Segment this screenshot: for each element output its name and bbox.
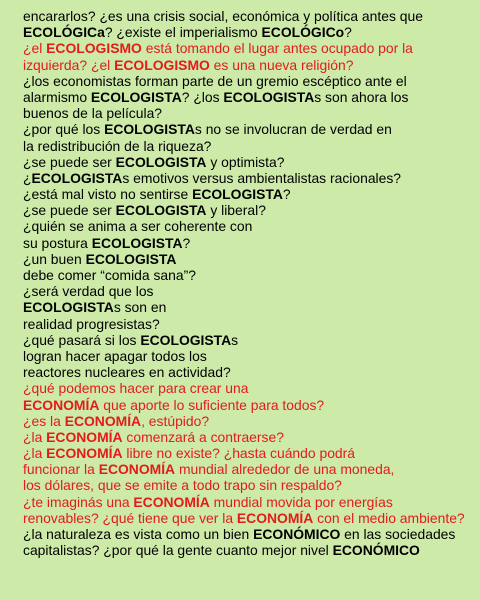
bold-keyword: ECOLOGISTA <box>91 234 183 251</box>
text-segment: , estúpido? <box>141 412 210 429</box>
text-segment: logran hacer apagar todos los <box>23 347 207 364</box>
bold-keyword: ECONOMÍA <box>98 461 176 478</box>
text-segment: s son en <box>113 299 167 316</box>
text-segment: y optimista? <box>206 153 285 170</box>
text-segment: ¿un buen <box>23 250 86 267</box>
text-segment: ? <box>344 24 352 41</box>
text-segment: que aporte lo suficiente para todos? <box>99 396 325 413</box>
text-line <box>23 348 478 364</box>
text-line <box>23 89 478 105</box>
text-segment: con el medio ambiente? <box>313 509 465 526</box>
bold-keyword: ECONOMÍA <box>64 412 142 429</box>
bold-keyword: ECOLOGISTA <box>85 250 177 267</box>
text-line <box>23 251 478 267</box>
text-segment: ¿será verdad que los <box>23 283 154 300</box>
text-segment: ¿es la <box>23 412 65 429</box>
bold-keyword: ECOLOGISMO <box>114 56 210 73</box>
bold-keyword: ECOLOGISTA <box>223 88 315 105</box>
text-segment: s <box>231 331 239 348</box>
text-segment: s no se involucran de verdad en <box>194 121 392 138</box>
text-line <box>23 73 478 89</box>
bold-keyword: ECOLOGISTA <box>104 121 195 138</box>
text-segment: ¿quién se anima a ser coherente con <box>23 218 253 235</box>
text-segment: libre no existe? ¿hasta cuándo podrá <box>122 445 355 462</box>
text-segment: la redistribución de la riqueza? <box>23 137 212 154</box>
text-segment: los dólares, que se emite a todo trapo sin respaldo? <box>23 477 342 494</box>
text-segment: es una nueva religión? <box>209 56 354 73</box>
text-segment: ¿qué podemos hacer para crear una <box>23 380 249 397</box>
text-segment: encararlos? ¿es una crisis social, económica y política antes que <box>23 8 423 24</box>
bold-keyword: ECOLOGISTA <box>115 202 207 219</box>
text-line <box>23 477 478 493</box>
bold-keyword: ECONÓMICO <box>253 526 341 542</box>
bold-keyword: ECOLOGISTA <box>192 186 283 203</box>
bold-keyword: ECOLOGISTA <box>31 169 123 186</box>
text-line <box>23 494 478 510</box>
bold-keyword: ECONOMÍA <box>46 445 123 462</box>
text-line <box>23 235 478 251</box>
text-line <box>23 397 478 413</box>
text-segment: debe comer “comida sana”? <box>23 267 196 283</box>
text-segment: izquierda? ¿el <box>23 56 115 73</box>
text-segment: realidad progresistas? <box>23 315 160 332</box>
text-segment: comenzará a contraerse? <box>122 428 284 445</box>
text-segment: ? <box>282 186 291 203</box>
text-segment: está tomando el lugar antes ocupado por la <box>141 40 413 57</box>
text-line <box>23 57 478 73</box>
text-line <box>23 105 478 121</box>
text-line <box>23 40 478 56</box>
text-line <box>23 299 478 315</box>
text-line <box>23 283 478 299</box>
text-segment: alarmismo <box>23 88 91 105</box>
bold-keyword: ECONOMÍA <box>46 428 123 445</box>
text-segment: ¿qué pasará si los <box>23 331 141 348</box>
text-line <box>23 542 478 558</box>
bold-keyword: ECOLÓGICa <box>23 24 105 41</box>
text-segment: su postura <box>23 234 92 251</box>
text-segment: buenos de la película? <box>23 105 163 122</box>
text-line <box>23 202 478 218</box>
text-line <box>23 138 478 154</box>
bold-keyword: ECOLOGISTA <box>115 153 207 170</box>
bold-keyword: ECOLOGISMO <box>46 40 142 57</box>
text-line <box>23 364 478 380</box>
text-segment: ¿la naturaleza es vista como un bien <box>23 526 254 542</box>
text-segment: ¿los economistas forman parte de un gremio escéptico ante el <box>23 72 407 89</box>
text-line <box>23 510 478 526</box>
text-line <box>23 267 478 283</box>
text-segment: s son ahora los <box>314 88 409 105</box>
text-segment: ¿ <box>23 169 32 186</box>
text-segment: ? <box>182 234 191 251</box>
text-segment: ¿la <box>23 445 47 462</box>
text-line <box>23 186 478 202</box>
text-line <box>23 380 478 396</box>
text-segment: renovables? ¿qué tiene que ver la <box>23 509 237 526</box>
bold-keyword: ECOLOGISTA <box>23 299 114 316</box>
text-line <box>23 170 478 186</box>
text-line <box>23 154 478 170</box>
bold-keyword: ECONÓMICO <box>332 542 420 559</box>
text-line <box>23 121 478 137</box>
text-segment: ? ¿existe el imperialismo <box>104 24 262 41</box>
bold-keyword: ECONOMÍA <box>133 493 210 510</box>
text-segment: ¿la <box>23 428 47 445</box>
text-segment: funcionar la <box>23 461 99 478</box>
text-segment: ¿te imaginás una <box>23 493 134 510</box>
text-segment: ¿se puede ser <box>23 153 116 170</box>
text-segment: y liberal? <box>206 202 266 219</box>
text-segment: s emotivos versus ambientalistas racionales? <box>122 169 402 186</box>
text-line <box>23 218 478 234</box>
text-line <box>23 445 478 461</box>
text-segment: ¿por qué los <box>23 121 105 138</box>
text-block <box>23 8 478 558</box>
bold-keyword: ECOLOGISTA <box>90 88 182 105</box>
text-segment: mundial alrededor de una moneda, <box>175 461 395 478</box>
text-line <box>23 332 478 348</box>
text-line <box>23 413 478 429</box>
bold-keyword: ECONOMÍA <box>236 509 314 526</box>
text-segment: en las sociedades <box>340 526 456 542</box>
text-segment: ? ¿los <box>181 88 224 105</box>
text-line <box>23 526 478 542</box>
text-line <box>23 429 478 445</box>
text-line <box>23 461 478 477</box>
text-segment: ¿está mal visto no sentirse <box>23 186 193 203</box>
bold-keyword: ECOLÓGICo <box>261 24 345 41</box>
text-segment: reactores nucleares en actividad? <box>23 364 231 381</box>
text-segment: ¿el <box>23 40 47 57</box>
bold-keyword: ECOLOGISTA <box>140 331 232 348</box>
text-line <box>23 316 478 332</box>
text-line <box>23 8 478 24</box>
bold-keyword: ECONOMÍA <box>23 396 100 413</box>
text-segment: ¿se puede ser <box>23 202 116 219</box>
text-line <box>23 24 478 40</box>
text-segment: mundial movida por energías <box>209 493 393 510</box>
text-segment: capitalistas? ¿por qué la gente cuanto mejor nivel <box>23 542 333 559</box>
